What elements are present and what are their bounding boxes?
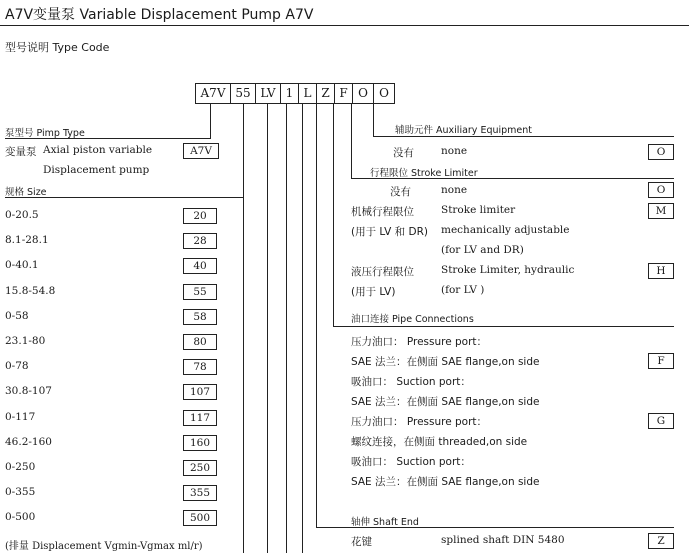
size-range: 46.2-160 [5, 435, 52, 448]
title-divider [0, 25, 689, 26]
stroke-hyd-en-1: Stroke Limiter, hydraulic [441, 264, 575, 276]
connector-aux [373, 103, 374, 136]
pipe-heading: 油口连接 Pipe Connections [351, 314, 474, 325]
pipe-line: SAE 法兰：在侧面 SAE flange,on side [351, 356, 540, 368]
size-range: 23.1-80 [5, 335, 46, 347]
pipe-line: 压力油口： Pressure port： [351, 416, 488, 428]
stroke-none-code-box: O [648, 182, 674, 198]
pump-type-cn: 变量泵 [5, 146, 37, 158]
rule-aux [373, 136, 674, 137]
size-range: 0-20.5 [5, 209, 39, 221]
size-range: 0-40.1 [5, 259, 39, 272]
code-cell-shaft: Z [316, 83, 335, 104]
code-cell-control: LV [255, 83, 281, 104]
stroke-hyd-en-2: (for LV ) [441, 284, 485, 296]
rule-pipe [333, 326, 674, 327]
code-cell-aux: O [373, 83, 395, 104]
shaft-en: splined shaft DIN 5480 [441, 534, 565, 546]
size-code-box: 160 [183, 435, 217, 451]
stroke-mech-en-1: Stroke limiter [441, 204, 516, 216]
size-code-box: 55 [183, 284, 217, 300]
size-code-box: 355 [183, 485, 217, 501]
size-code-box: 40 [183, 258, 217, 274]
shaft-heading: 轴伸 Shaft End [351, 517, 419, 528]
pump-type-en-1: Axial piston variable [43, 144, 153, 156]
size-code-box: 28 [183, 233, 217, 249]
aux-heading: 辅助元件 Auxiliary Equipment [395, 125, 533, 136]
size-range: 0-78 [5, 360, 29, 373]
connector-control [267, 103, 268, 553]
size-code-box: 58 [183, 309, 217, 325]
pipe-line: 压力油口： Pressure port： [351, 336, 488, 348]
size-footnote: (排量 Displacement Vgmin-Vgmax ml/r) [5, 541, 203, 552]
stroke-heading: 行程限位 Stroke Limiter [370, 168, 478, 179]
stroke-hyd-cn-1: 液压行程限位 [351, 266, 414, 278]
stroke-mech-en-2: mechanically adjustable [441, 224, 570, 236]
size-code-box: 250 [183, 460, 217, 476]
code-cell-stroke: O [352, 83, 374, 104]
stroke-mech-code-box: M [648, 203, 674, 219]
stroke-none-en: none [441, 184, 468, 196]
size-range: 0-58 [5, 309, 29, 322]
shaft-code-box: Z [648, 533, 674, 549]
stroke-mech-cn-2: (用于 LV 和 DR) [351, 226, 428, 238]
pump-type-en-2: Displacement pump [43, 164, 150, 176]
aux-en: none [441, 145, 468, 157]
connector-pipe [333, 103, 334, 326]
type-code-row [195, 83, 395, 104]
pipe-line: SAE 法兰：在侧面 SAE flange,on side [351, 476, 540, 488]
connector-pump-type [210, 103, 211, 138]
size-range: 0-250 [5, 461, 36, 473]
size-code-box: 107 [183, 384, 217, 400]
size-range: 15.8-54.8 [5, 284, 56, 297]
size-range: 8.1-28.1 [5, 234, 49, 247]
size-code-box: 117 [183, 410, 217, 426]
stroke-none-cn: 没有 [390, 186, 411, 198]
code-cell-series: A7V [195, 83, 231, 104]
size-range: 30.8-107 [5, 385, 52, 398]
code-cell-size: 55 [230, 83, 256, 104]
size-range: 0-117 [5, 410, 36, 423]
stroke-hyd-cn-2: (用于 LV) [351, 286, 396, 298]
connector-rotation [302, 103, 303, 553]
code-cell-series-no: 1 [280, 83, 299, 104]
size-range: 0-355 [5, 486, 36, 499]
size-code-box: 20 [183, 208, 217, 224]
shaft-cn: 花键 [351, 536, 372, 548]
pipe-line: 吸油口： Suction port： [351, 376, 471, 388]
pipe-line: 吸油口： Suction port： [351, 456, 471, 468]
pump-type-heading: 泵型号 Pimp Type [5, 128, 85, 139]
stroke-mech-cn-1: 机械行程限位 [351, 206, 414, 218]
size-range: 0-500 [5, 511, 36, 524]
size-code-box: 80 [183, 334, 217, 350]
connector-stroke [351, 103, 352, 178]
connector-shaft [316, 103, 317, 527]
connector-series-no [286, 103, 287, 553]
type-code-subtitle: 型号说明 Type Code [5, 41, 110, 54]
pipe-line: SAE 法兰：在侧面 SAE flange,on side [351, 396, 540, 408]
pipe-code-box-f: F [648, 353, 674, 369]
size-code-box: 78 [183, 359, 217, 375]
code-cell-pipe: F [334, 83, 353, 104]
size-heading: 规格 Size [5, 187, 47, 198]
pipe-line: 螺纹连接，在侧面 threaded,on side [351, 436, 528, 448]
stroke-mech-en-3: (for LV and DR) [441, 244, 524, 256]
aux-cn: 没有 [393, 147, 414, 159]
connector-size [243, 103, 244, 553]
page-title: A7V变量泵 Variable Displacement Pump A7V [5, 7, 314, 23]
code-cell-rotation: L [298, 83, 317, 104]
size-code-box: 500 [183, 510, 217, 526]
stroke-hyd-code-box: H [648, 263, 674, 279]
aux-code-box: O [648, 144, 674, 160]
pipe-code-box-g: G [648, 413, 674, 429]
pump-type-code-box: A7V [183, 143, 219, 159]
